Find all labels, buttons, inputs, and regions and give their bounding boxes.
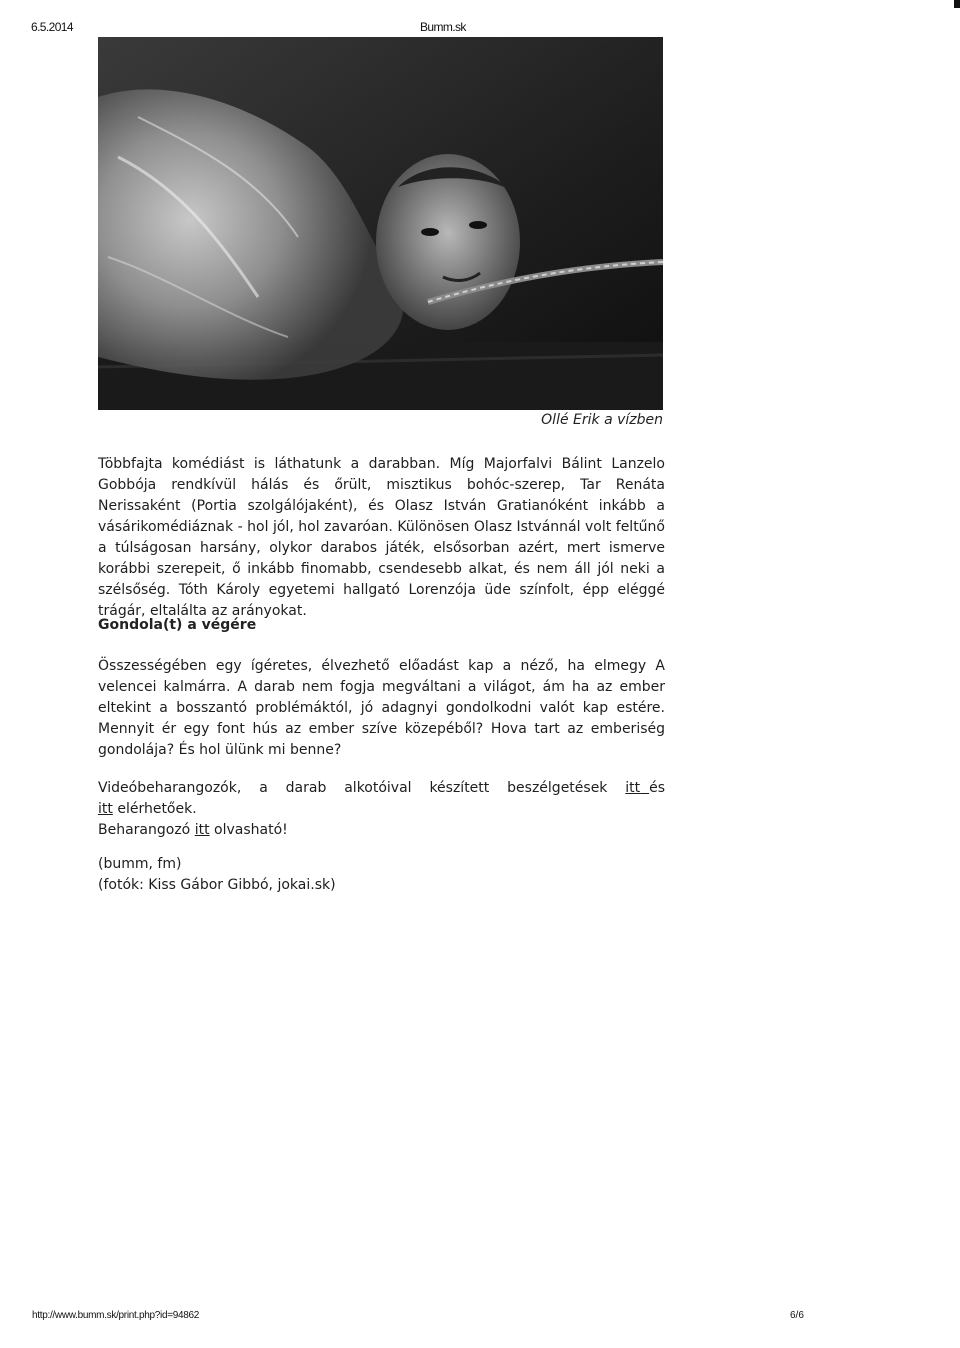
footer-url: http://www.bumm.sk/print.php?id=94862: [32, 1310, 200, 1321]
links-word: alkotóival: [344, 780, 412, 796]
links-word: darab: [285, 780, 327, 796]
preview-suffix: olvasható!: [214, 822, 288, 838]
video-link-2[interactable]: itt: [98, 801, 113, 817]
links-word: Videóbeharangozók,: [98, 780, 242, 796]
section-heading: Gondola(t) a végére: [98, 617, 257, 633]
links-available-text: elérhetőek.: [117, 801, 197, 817]
article-photo: [98, 37, 663, 410]
photo-credit: (fotók: Kiss Gábor Gibbó, jokai.sk): [98, 877, 336, 893]
body-paragraph-1: Többfajta komédiást is láthatunk a darabban. Míg Majorfalvi Bálint Lanzelo Gobbója rendkívül hálás és őrült, misztikus bohóc-szerep, Tar Renáta Nerissaként (Portia szolgálójaként), és Olasz István Gratianóként inkább a vásárikomédiáznak - hol jól, hol zavaróan. Különösen Olasz Istvánnál volt feltűnő a túlságosan harsány, olykor darabos játék, elsősorban azért, mert ismerve korábbi szerepeit, ő inkább finomabb, csendesebb alkat, és nem áll jól neki a szélsőség. Tóth Károly egyetemi hallgató Lorenzója üde színfolt, épp eléggé trágár, eltalálta az arányokat.: [98, 456, 665, 619]
video-links-line-2: [98, 799, 665, 820]
links-and-word: és: [649, 780, 665, 796]
print-date: 6.5.2014: [31, 20, 73, 34]
body-paragraph-2: Összességében egy ígéretes, élvezhető előadást kap a néző, ha elmegy A velencei kalmárra. A darab nem fogja megváltani a világot, ám ha az ember eltekint a bosszantó problémáktól, jó adagnyi gondolkodni valót kap estére. Mennyit ér egy font hús az ember szíve közepéből? Hova tart az emberiség gondolája? És hol ülünk mi benne?: [98, 658, 665, 758]
links-word: készített: [429, 780, 490, 796]
author-credit: (bumm, fm): [98, 856, 182, 872]
preview-prefix: Beharangozó: [98, 822, 191, 838]
footer-page-number: 6/6: [790, 1310, 804, 1321]
video-links-line: [98, 778, 665, 799]
links-word: beszélgetések: [507, 780, 608, 796]
page-corner-mark: [954, 0, 960, 8]
print-site-name: Bumm.sk: [420, 20, 466, 34]
link-group: [625, 778, 665, 799]
preview-link[interactable]: itt: [194, 822, 210, 838]
credits: [98, 854, 336, 896]
photo-caption: Ollé Erik a vízben: [541, 412, 663, 428]
preview-line: [98, 820, 665, 841]
video-link-1[interactable]: itt: [625, 780, 641, 796]
links-word: a: [259, 780, 268, 796]
video-links-block: [98, 778, 665, 841]
